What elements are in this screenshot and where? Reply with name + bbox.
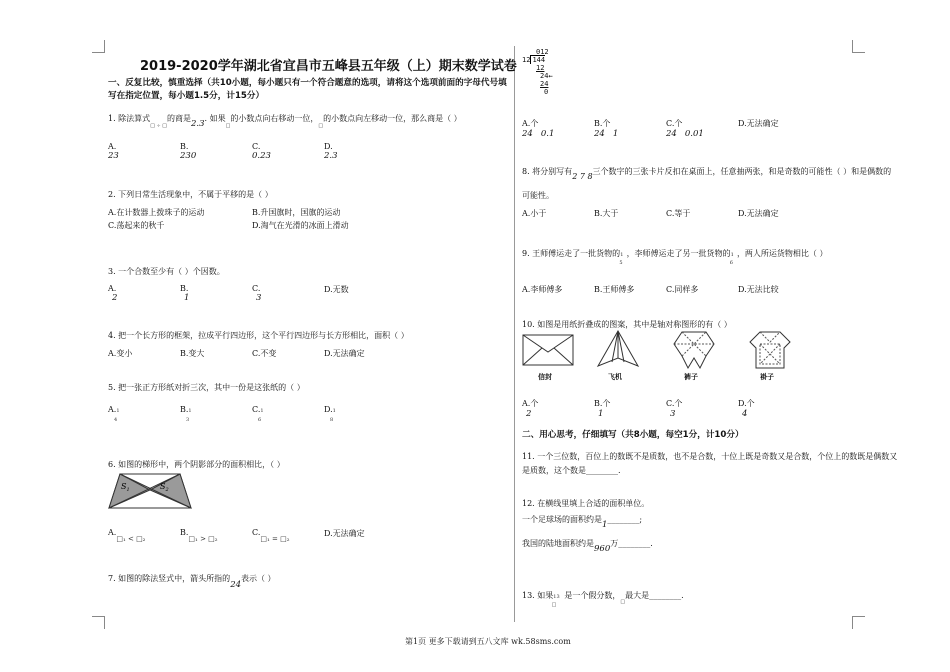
page-title: 2019-2020学年湖北省宜昌市五峰县五年级（上）期末数学试卷: [140, 59, 517, 74]
question-11-line2[interactable]: 是质数，这个数是________.: [522, 466, 621, 475]
question-3: 3. 一个合数至少有（ ）个因数。: [108, 267, 225, 276]
q2-option-a[interactable]: A.在计数器上拨珠子的运动: [108, 208, 205, 217]
q6-option-a[interactable]: A.□₁ < □₂: [108, 528, 146, 543]
q9-option-c[interactable]: C.同样多: [666, 285, 699, 294]
q6-option-c[interactable]: C.□₁ = □₂: [252, 528, 290, 543]
crop-mark-bottom-left: [92, 616, 105, 629]
q5-option-d[interactable]: D.1 8: [324, 405, 336, 423]
crop-mark-bottom-right: [852, 616, 865, 629]
page-footer: 第1页 更多下载请到五八文库 wk.58sms.com: [405, 637, 571, 646]
q2-option-d[interactable]: D.淘气在光滑的冰面上滑动: [252, 221, 349, 230]
long-division-figure: 012 12 144 12 24← 24 0: [522, 48, 553, 96]
q3-option-d[interactable]: D.无数: [324, 285, 349, 294]
section-1-heading-line2: 写在指定位置，每小题1.5分，计15分）: [108, 91, 265, 101]
q10-option-a[interactable]: A.个 2: [522, 399, 539, 419]
section-2-heading: 二、用心思考，仔细填写（共8小题，每空1分，计10分）: [522, 430, 744, 440]
q8-option-d[interactable]: D.无法确定: [738, 209, 779, 218]
q8-option-b[interactable]: B.大于: [594, 209, 619, 218]
q1-option-d[interactable]: D. 2.3: [324, 142, 338, 161]
question-7: 7. 如图的除法竖式中，箭头所指的24表示（ ）: [108, 574, 276, 590]
question-2: 2. 下列日常生活现象中，不属于平移的是（ ）: [108, 190, 273, 199]
q1-option-c[interactable]: C. 0.23: [252, 142, 271, 161]
question-6: 6. 如图的梯形中，两个阴影部分的面积相比，（ ）: [108, 460, 285, 469]
q4-option-a[interactable]: A.变小: [108, 349, 133, 358]
question-4: 4. 把一个长方形的框架，拉成平行四边形，这个平行四边形与长方形相比，面积（ ）: [108, 331, 409, 340]
section-1-heading-line1: 一、反复比较，慎重选择（共10小题，每小题只有一个符合题意的选项，请将这个选项前面的字母代号填: [108, 78, 507, 88]
question-8: 8. 将分别写有2 7 8三个数字的三张卡片反扣在桌面上，任意抽两张，和是奇数的可能性（ ）和是偶数的: [522, 167, 892, 181]
label-jacket: 褂子: [760, 372, 774, 381]
q1-option-a[interactable]: A. 23: [108, 142, 119, 161]
q7-option-b[interactable]: B.个 24 1: [594, 119, 619, 139]
question-5: 5. 把一张正方形纸对折三次，其中一份是这张纸的（ ）: [108, 383, 305, 392]
crop-mark-top-left: [92, 40, 105, 53]
crop-mark-top-right: [852, 40, 865, 53]
q4-option-b[interactable]: B.变大: [180, 349, 205, 358]
trapezoid-figure: [108, 472, 192, 510]
label-pants: 裤子: [684, 372, 698, 381]
q10-option-d[interactable]: D.个 4: [738, 399, 755, 419]
question-12-line3[interactable]: 我国的陆地面积约是960万________.: [522, 539, 653, 554]
q10-option-c[interactable]: C.个 3: [666, 399, 683, 419]
q3-option-c[interactable]: C. 3: [252, 284, 262, 303]
q7-option-c[interactable]: C.个 24 0.01: [666, 119, 704, 139]
label-airplane: 飞机: [608, 372, 622, 381]
question-12-line2[interactable]: 一个足球场的面积约是1________;: [522, 515, 643, 530]
s2-label: $S_2$: [160, 482, 169, 493]
q4-option-c[interactable]: C.不变: [252, 349, 277, 358]
q9-option-a[interactable]: A.李师傅多: [522, 285, 563, 294]
q4-option-d[interactable]: D.无法确定: [324, 349, 365, 358]
q5-option-c[interactable]: C.1 6: [252, 405, 264, 423]
question-8-line2: 可能性。: [522, 191, 554, 200]
airplane-figure: [596, 330, 640, 370]
question-9: 9. 王师傅运走了一批货物的$1_5$，李师傅运走了另一批货物的$1_6$，两人所运货物相比（ ）: [522, 249, 828, 266]
q9-option-b[interactable]: B.王师傅多: [594, 285, 635, 294]
q3-option-a[interactable]: A. 2: [108, 284, 118, 303]
s1-label: $S_1$: [121, 482, 130, 493]
q2-option-c[interactable]: C.荡起来的秋千: [108, 221, 165, 230]
q10-option-b[interactable]: B.个 1: [594, 399, 611, 419]
q5-option-a[interactable]: A.1 4: [108, 405, 120, 423]
pants-figure: [672, 330, 716, 370]
q6-option-d[interactable]: D.无法确定: [324, 529, 365, 538]
envelope-figure: [522, 332, 574, 368]
jacket-figure: [748, 330, 792, 370]
q7-option-d[interactable]: D.无法确定: [738, 119, 779, 128]
q5-option-b[interactable]: B.1 3: [180, 405, 192, 423]
q7-option-a[interactable]: A.个 24 0.1: [522, 119, 555, 139]
column-divider: [514, 46, 515, 622]
label-envelope: 信封: [538, 372, 552, 381]
q3-option-b[interactable]: B. 1: [180, 284, 190, 303]
question-11-line1: 11. 一个三位数，百位上的数既不是质数，也不是合数，十位上既是奇数又是合数，个位上的数既是偶数又: [522, 452, 898, 461]
q6-option-b[interactable]: B.□₁ > □₂: [180, 528, 218, 543]
q1-option-b[interactable]: B. 230: [180, 142, 197, 161]
q8-option-a[interactable]: A.小于: [522, 209, 547, 218]
q2-option-b[interactable]: B.升国旗时，国旗的运动: [252, 208, 341, 217]
arrow-icon: ←: [548, 72, 553, 80]
q9-option-d[interactable]: D.无法比较: [738, 285, 779, 294]
question-10: 10. 如图是用纸折叠成的图案，其中是轴对称图形的有（ ）: [522, 320, 732, 329]
question-13[interactable]: 13. 如果$13_□$是一个假分数，$_□$最大是________.: [522, 591, 684, 608]
question-12-line1: 12. 在横线里填上合适的面积单位。: [522, 499, 650, 508]
question-1: 1. 除法算式$_{□ \div □}$的商是2.3. 如果$_□$的小数点向右移动一位，$_□$的小数点向左移动一位，那么商是（ ）: [108, 114, 462, 129]
q8-option-c[interactable]: C.等于: [666, 209, 691, 218]
q1-fraction: □ ÷ □: [150, 123, 168, 129]
